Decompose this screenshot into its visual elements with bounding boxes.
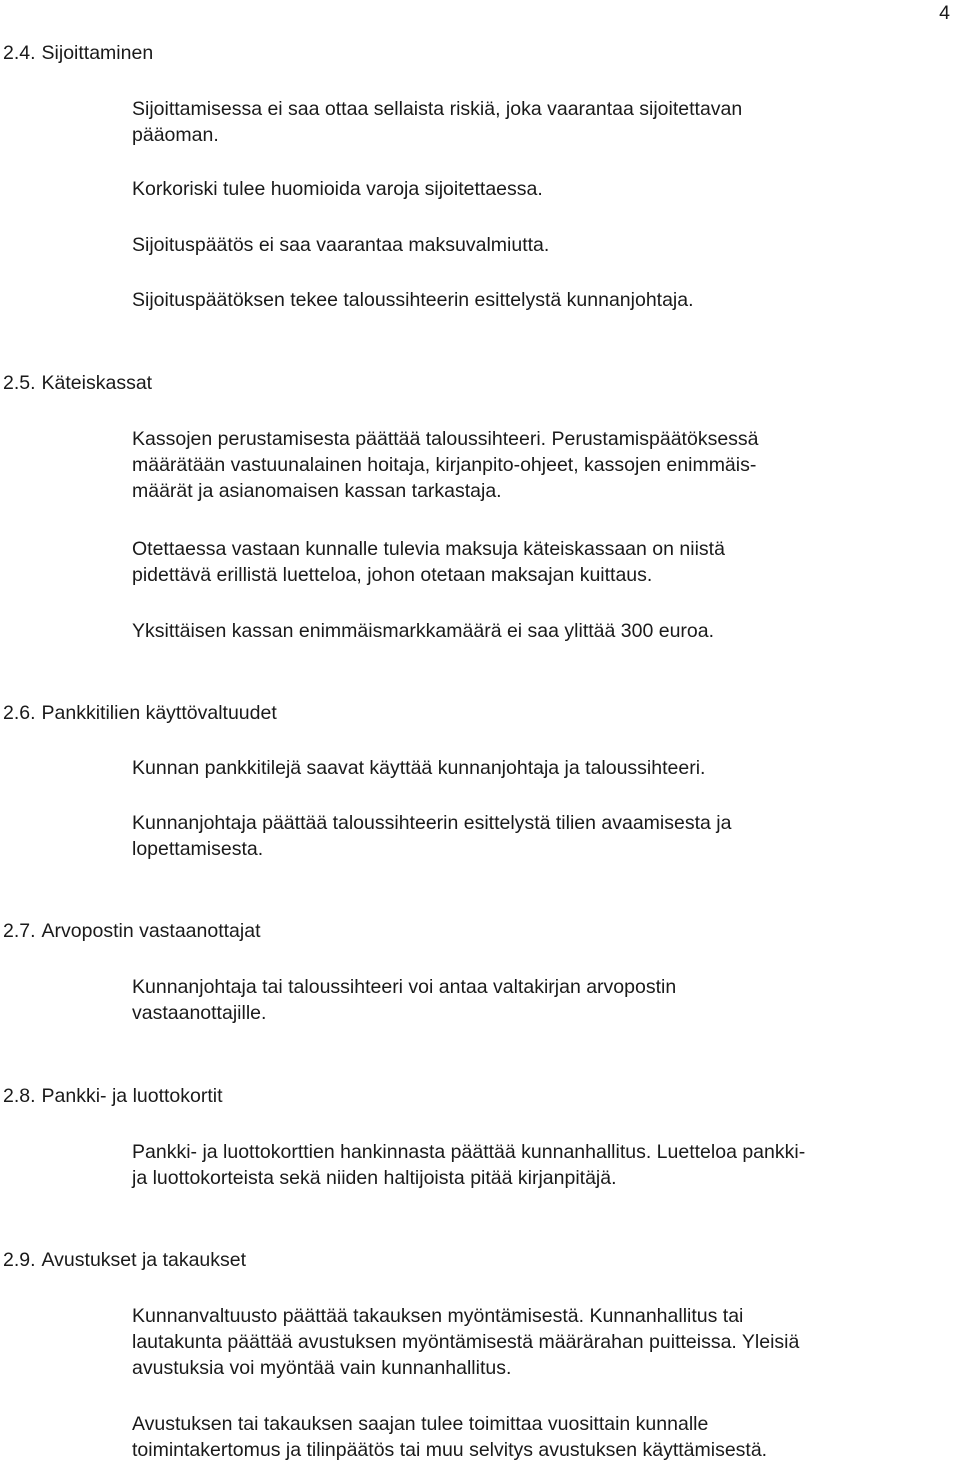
section-heading-2-8 <box>3 1083 223 1109</box>
text-line: ja luottokorteista sekä niiden haltijoista pitää kirjanpitäjä. <box>132 1167 617 1189</box>
text-line: Kassojen perustamisesta päättää taloussihteeri. Perustamispäätöksessä <box>132 428 759 450</box>
paragraph <box>132 536 952 588</box>
section-number: 2.7. <box>3 920 36 942</box>
text-line: määrät ja asianomaisen kassan tarkastaja. <box>132 480 502 502</box>
paragraph <box>132 1139 952 1191</box>
text-line: Yksittäisen kassan enimmäismarkkamäärä ei saa ylittää 300 euroa. <box>132 620 715 642</box>
section-heading-2-5 <box>3 370 152 396</box>
section-heading-2-4 <box>3 40 153 66</box>
text-line: Kunnan pankkitilejä saavat käyttää kunnanjohtaja ja taloussihteeri. <box>132 757 706 779</box>
text-line: Kunnanvaltuusto päättää takauksen myöntämisestä. Kunnanhallitus tai <box>132 1305 744 1327</box>
paragraph <box>132 232 952 258</box>
paragraph <box>132 96 952 148</box>
text-line: Kunnanjohtaja päättää taloussihteerin esittelystä tilien avaamisesta ja <box>132 812 732 834</box>
text-line: määrätään vastuunalainen hoitaja, kirjanpito-ohjeet, kassojen enimmäis- <box>132 454 757 476</box>
text-line: lautakunta päättää avustuksen myöntämisestä määrärahan puitteissa. Yleisiä <box>132 1331 800 1353</box>
text-line: lopettamisesta. <box>132 838 264 860</box>
section-title: Pankki- ja luottokortit <box>41 1085 223 1107</box>
section-heading-2-7 <box>3 918 261 944</box>
paragraph <box>132 287 952 313</box>
text-line: avustuksia voi myöntää vain kunnanhallitus. <box>132 1357 512 1379</box>
section-number: 2.5. <box>3 372 36 394</box>
text-line: pääoman. <box>132 124 219 146</box>
paragraph <box>132 1303 952 1381</box>
section-heading-2-6 <box>3 700 277 726</box>
text-line: pidettävä erillistä luetteloa, johon otetaan maksajan kuittaus. <box>132 564 653 586</box>
section-title: Käteiskassat <box>41 372 153 394</box>
section-title: Avustukset ja takaukset <box>41 1249 247 1271</box>
section-title: Pankkitilien käyttövaltuudet <box>41 702 277 724</box>
paragraph <box>132 755 952 781</box>
text-line: Korkoriski tulee huomioida varoja sijoitettaessa. <box>132 178 543 200</box>
section-number: 2.4. <box>3 42 36 64</box>
text-line: toimintakertomus ja tilinpäätös tai muu selvitys avustuksen käyttämisestä. <box>132 1439 768 1461</box>
section-number: 2.6. <box>3 702 36 724</box>
section-title: Sijoittaminen <box>41 42 154 64</box>
text-line: Kunnanjohtaja tai taloussihteeri voi antaa valtakirjan arvopostin <box>132 976 677 998</box>
paragraph <box>132 810 952 862</box>
text-line: Pankki- ja luottokorttien hankinnasta päättää kunnanhallitus. Luetteloa pankki- <box>132 1141 806 1163</box>
text-line: Sijoituspäätös ei saa vaarantaa maksuvalmiutta. <box>132 234 550 256</box>
section-number: 2.8. <box>3 1085 36 1107</box>
text-line: Sijoittamisessa ei saa ottaa sellaista riskiä, joka vaarantaa sijoitettavan <box>132 98 743 120</box>
text-line: Avustuksen tai takauksen saajan tulee toimittaa vuosittain kunnalle <box>132 1413 709 1435</box>
section-number: 2.9. <box>3 1249 36 1271</box>
section-title: Arvopostin vastaanottajat <box>41 920 261 942</box>
paragraph <box>132 426 952 504</box>
paragraph <box>132 176 952 202</box>
section-heading-2-9 <box>3 1247 246 1273</box>
text-line: vastaanottajille. <box>132 1002 267 1024</box>
text-line: Sijoituspäätöksen tekee taloussihteerin esittelystä kunnanjohtaja. <box>132 289 694 311</box>
paragraph <box>132 974 952 1026</box>
paragraph <box>132 1411 952 1463</box>
page-number: 4 <box>939 2 950 24</box>
text-line: Otettaessa vastaan kunnalle tulevia maksuja käteiskassaan on niistä <box>132 538 725 560</box>
paragraph <box>132 618 952 644</box>
